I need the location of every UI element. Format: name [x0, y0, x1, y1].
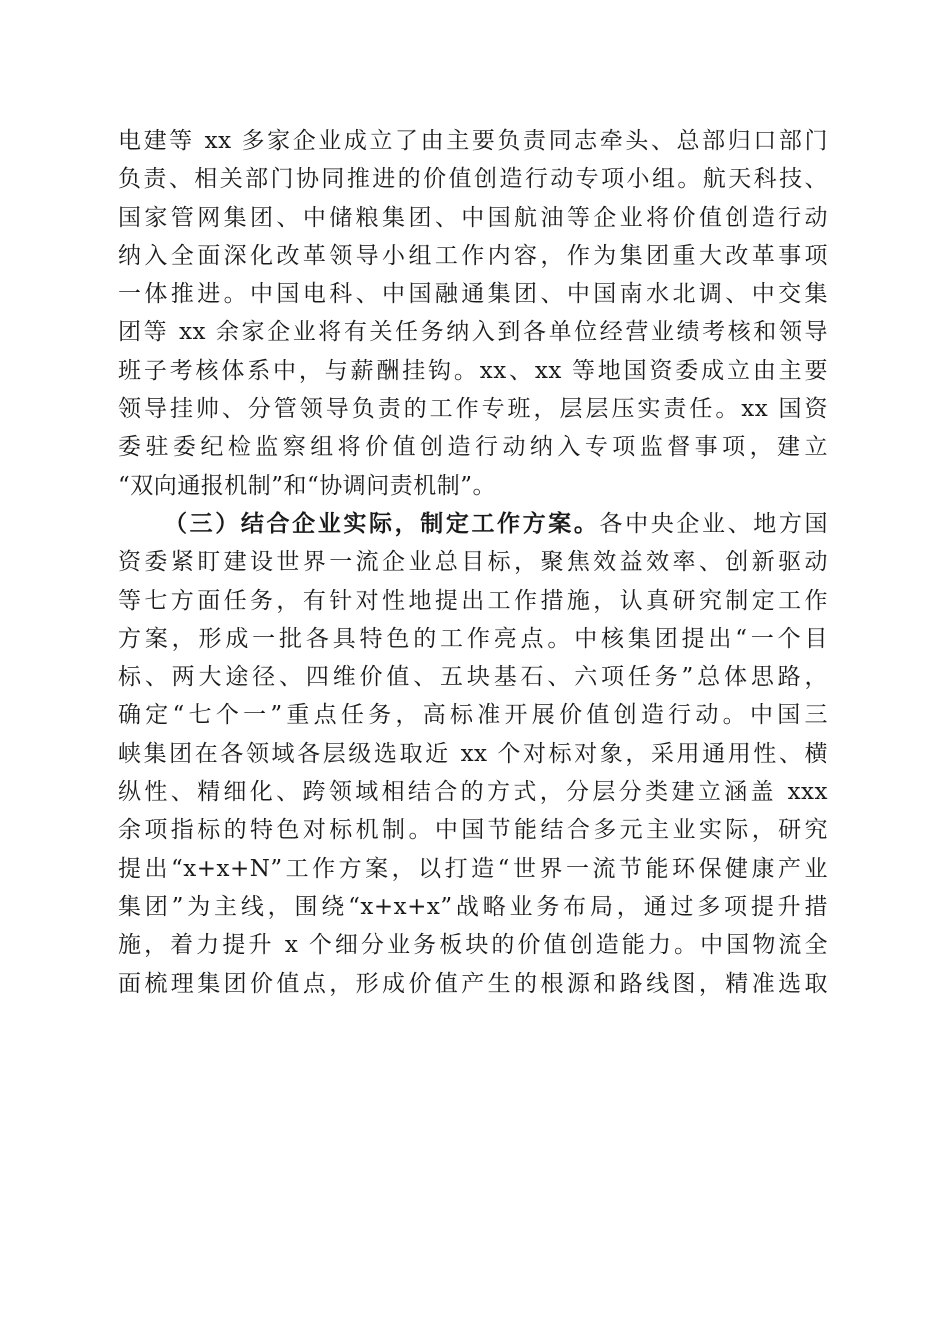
text-line: 委驻委纪检监察组将价值创造行动纳入专项监督事项，建立 [118, 434, 828, 461]
text-line: 纵性、精细化、跨领域相结合的方式，分层分类建立涵盖 xxx [118, 779, 828, 806]
text-line: 确定“七个一”重点任务，高标准开展价值创造行动。中国三 [118, 702, 828, 729]
text-line: 方案，形成一批各具特色的工作亮点。中核集团提出“一个目 [118, 625, 828, 652]
heading-continuation: 各中央企业、地方国 [599, 510, 829, 537]
text-line: 余项指标的特色对标机制。中国节能结合多元主业实际，研究 [118, 817, 828, 844]
document-body [118, 122, 828, 1003]
text-line: 团等 xx 余家企业将有关任务纳入到各单位经营业绩考核和领导 [118, 319, 828, 346]
paragraph-1 [118, 122, 828, 505]
text-line: 等七方面任务，有针对性地提出工作措施，认真研究制定工作 [118, 587, 828, 614]
paragraph-2 [118, 505, 828, 1003]
text-line: “双向通报机制”和“协调问责机制”。 [118, 472, 497, 499]
section-heading: （三）结合企业实际，制定工作方案。 [164, 509, 600, 537]
text-line: 提出“x+x+N”工作方案，以打造“世界一流节能环保健康产业 [118, 855, 828, 882]
text-line: 负责、相关部门协同推进的价值创造行动专项小组。航天科技、 [118, 166, 828, 193]
text-line: 标、两大途径、四维价值、五块基石、六项任务”总体思路， [118, 664, 828, 691]
paragraph-first-line [118, 505, 828, 543]
text-line: 纳入全面深化改革领导小组工作内容，作为集团重大改革事项 [118, 242, 828, 269]
text-line: 施，着力提升 x 个细分业务板块的价值创造能力。中国物流全 [118, 932, 828, 959]
text-line: 峡集团在各领域各层级选取近 xx 个对标对象，采用通用性、横 [118, 740, 828, 767]
text-line: 国家管网集团、中储粮集团、中国航油等企业将价值创造行动 [118, 204, 828, 231]
text-line: 资委紧盯建设世界一流企业总目标，聚焦效益效率、创新驱动 [118, 549, 828, 576]
text-line: 一体推进。中国电科、中国融通集团、中国南水北调、中交集 [118, 281, 828, 308]
text-line: 班子考核体系中，与薪酬挂钩。xx、xx 等地国资委成立由主要 [118, 357, 828, 384]
text-line: 集团”为主线，围绕“x+x+x”战略业务布局，通过多项提升措 [118, 893, 828, 920]
text-line: 面梳理集团价值点，形成价值产生的根源和路线图，精准选取 [118, 970, 828, 997]
text-line: 电建等 xx 多家企业成立了由主要负责同志牵头、总部归口部门 [118, 128, 828, 154]
text-line: 领导挂帅、分管领导负责的工作专班，层层压实责任。xx 国资 [118, 396, 828, 423]
